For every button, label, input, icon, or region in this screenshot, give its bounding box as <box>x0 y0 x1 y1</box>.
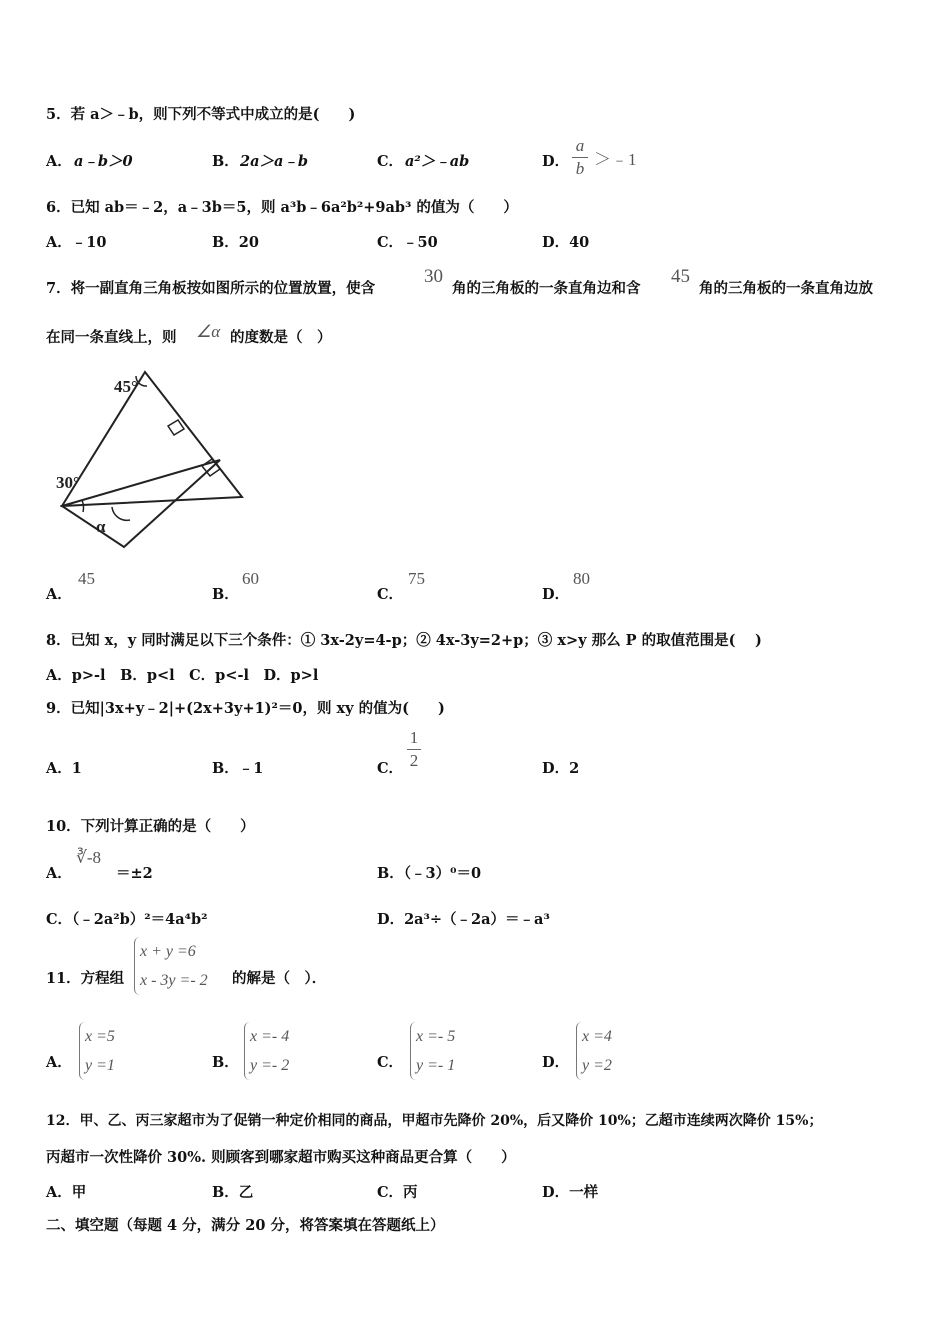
q7-opt-c-value: 75 <box>408 569 425 588</box>
q11-opt-b-y: y =- 2 <box>250 1057 290 1074</box>
q9-fraction-num: 1 <box>409 728 419 747</box>
figure-label-45: 45° <box>114 377 138 396</box>
q7-stem-b: 角的三角板的一条直角边和含 <box>452 280 641 297</box>
q11-opt-a-system <box>79 1022 115 1080</box>
q9-stem: 9．已知|3x+y﹣2|+(2x+3y+1)²＝0，则 xy 的值为( ) <box>46 700 445 717</box>
q11-opt-d-system <box>576 1022 612 1080</box>
q8-stem: 8．已知 x，y 同时满足以下三个条件：① 3x-2y=4-p；② 4x-3y=2+p；③ x>y 那么 P 的取值范围是( ) <box>46 632 762 649</box>
q9-opt-c-label: C． <box>377 760 404 777</box>
q7-opt-a-value: 45 <box>78 569 95 588</box>
q11-opt-d-label: D． <box>542 1054 570 1071</box>
q6-opt-c: C．﹣50 <box>377 234 438 251</box>
q7-opt-c-label: C． <box>377 586 404 603</box>
q11-opt-d-y: y =2 <box>582 1057 612 1074</box>
q5-opt-b: 2a＞a﹣b <box>240 153 309 170</box>
section-heading: 二、填空题（每题 4 分，满分 20 分，将答案填在答题纸上） <box>46 1217 445 1234</box>
q11-stem-b: 的解是（ ）． <box>232 970 327 987</box>
q5-opt-c: a²＞﹣ab <box>405 153 470 170</box>
triangle-30 <box>62 460 220 547</box>
q10-opt-a-label: A． <box>46 865 72 882</box>
q11-opt-c-y: y =- 1 <box>416 1057 456 1074</box>
q11-opt-a-x: x =5 <box>85 1028 115 1045</box>
q10-opt-a-tail: ＝±2 <box>116 865 153 882</box>
q12-opt-b: B．乙 <box>212 1184 254 1201</box>
q7-opt-a-label: A． <box>46 586 72 603</box>
q12-opt-c: C．丙 <box>377 1184 418 1201</box>
q5-opt-d-label: D． <box>542 153 570 170</box>
q5-fraction-den: b <box>575 159 585 178</box>
q10-opt-d: D．2a³÷（﹣2a）＝﹣a³ <box>377 911 550 928</box>
figure-label-30: 30° <box>56 473 80 492</box>
q5-opt-a: a﹣b＞0 <box>74 153 133 170</box>
q11-equation-1: x + y =6 <box>140 943 196 960</box>
q7-stem-a: 7．将一副直角三角板按如图所示的位置放置，使含 <box>46 280 376 297</box>
q5-opt-a-label: A． <box>46 153 72 170</box>
figure-label-alpha: α <box>96 517 106 536</box>
q5-opt-c-label: C． <box>377 153 404 170</box>
q11-opt-b-system <box>244 1022 289 1080</box>
q11-opt-d-x: x =4 <box>582 1028 612 1045</box>
q6-opt-b: B．20 <box>212 234 259 251</box>
q12-stem-line2: 丙超市一次性降价 30%. 则顾客到哪家超市购买这种商品更合算（ ） <box>46 1149 516 1166</box>
q11-opt-a-label: A． <box>46 1054 72 1071</box>
fraction-bar <box>572 157 588 158</box>
q12-opt-a: A．甲 <box>46 1184 87 1201</box>
q5-fraction-num: a <box>575 136 585 155</box>
q10-opt-c: C．（﹣2a²b）²＝4a⁴b² <box>46 911 208 928</box>
q9-opt-b: B．﹣1 <box>212 760 264 777</box>
q8-options: A．p>-l B．p<l C．p<-l D．p>l <box>46 667 319 684</box>
q7-value-45: 45 <box>671 266 690 287</box>
q9-opt-a: A．1 <box>46 760 82 777</box>
q6-opt-d: D．40 <box>542 234 590 251</box>
triangle-figure <box>50 366 250 556</box>
q11-equation-2: x - 3y =- 2 <box>140 972 208 989</box>
q9-fraction-den: 2 <box>409 751 419 770</box>
q7-stem-line2b: 的度数是（ ） <box>230 329 332 346</box>
q7-stem-line2a: 在同一条直线上，则 <box>46 329 177 346</box>
q11-opt-b-x: x =- 4 <box>250 1028 290 1045</box>
q7-opt-d-label: D． <box>542 586 570 603</box>
q7-value-30: 30 <box>424 266 443 287</box>
q9-opt-c-fraction <box>407 728 421 771</box>
q11-opt-c-label: C． <box>377 1054 404 1071</box>
q6-opt-a: A．﹣10 <box>46 234 107 251</box>
q6-stem: 6．已知 ab＝﹣2，a﹣3b＝5，则 a³b﹣6a²b²+9ab³ 的值为（ ） <box>46 199 518 216</box>
q11-opt-c-x: x =- 5 <box>416 1028 456 1045</box>
q7-stem-c: 角的三角板的一条直角边放 <box>699 280 873 297</box>
triangle-45 <box>62 372 242 506</box>
q11-opt-a-y: y =1 <box>85 1057 115 1074</box>
q9-opt-d: D．2 <box>542 760 580 777</box>
q11-opt-b-label: B． <box>212 1054 239 1071</box>
q5-opt-d-fraction <box>572 136 588 179</box>
fraction-bar <box>407 749 421 750</box>
q5-opt-b-label: B． <box>212 153 239 170</box>
q12-opt-d: D．一样 <box>542 1184 599 1201</box>
q7-opt-b-label: B． <box>212 586 239 603</box>
q10-stem: 10．下列计算正确的是（ ） <box>46 818 255 835</box>
q10-opt-b: B．（﹣3）⁰＝0 <box>377 865 482 882</box>
q12-stem-line1: 12．甲、乙、丙三家超市为了促销一种定价相同的商品，甲超市先降价 20%，后又降价 10%；乙超市连续两次降价 15%； <box>46 1113 823 1129</box>
q11-equation-system <box>134 937 208 995</box>
q7-angle-alpha: ∠α <box>196 322 221 341</box>
q5-stem: 5．若 a＞﹣b，则下列不等式中成立的是( ) <box>46 106 356 123</box>
q11-opt-c-system <box>410 1022 455 1080</box>
q11-stem-a: 11．方程组 <box>46 970 125 987</box>
q5-opt-d-tail: ＞﹣1 <box>594 150 637 169</box>
q7-opt-d-value: 80 <box>573 569 590 588</box>
q7-opt-b-value: 60 <box>242 569 259 588</box>
q10-opt-a-root: ∛-8 <box>76 848 101 867</box>
